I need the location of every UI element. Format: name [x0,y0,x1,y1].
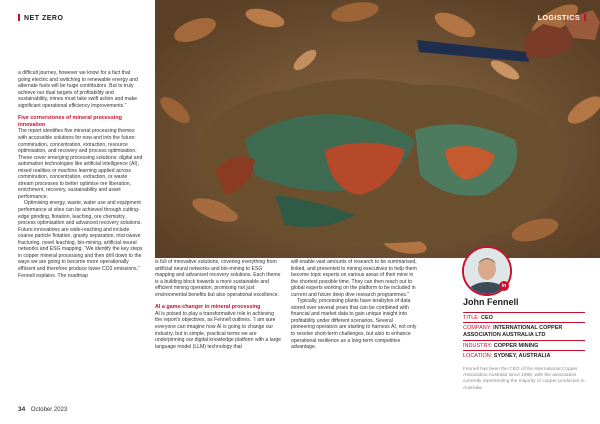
section-right-text: LOGISTICS [537,15,580,22]
paragraph: AI is poised to play a transformative role in achieving the report’s objectives, as Fennell outlines. “I am sure everyone can imagine how AI is going to change our industry, but in simple, practical terms we are underpinning our digital knowledge platform with a large language model (LLM) technology that [155,310,282,350]
section-label-right [538,14,586,22]
profile-location-row [463,350,585,360]
accent-bar [18,14,20,21]
paragraph: is full of innovative solutions, covering everything from artificial neural networks and bio-mining to ESG mapping and advanced recovery solutions. Each theme is a building block towards a more sustainable and efficient mining operation, promising not just environmental benefits but also operational excellence. [155,259,281,298]
paragraph: The report identifies five mineral processing themes with accessible solutions for now and into the future: comminution, concentration, extraction, resource optimisation, and recovery and process optimisation. These cover emerging processing solutions: digital and automation technologies like artificial intelligence (AI), mixed realities or machine learning applied across comminution, concentration, extraction, or waste stream processes to better optimise ore liberation, enrichment, recovery, sustainability and asset performance. [18,128,143,200]
title-value: CEO [481,315,493,321]
photo-illustration [155,0,600,258]
profile-company-row [463,322,585,339]
paragraph: a difficult journey, however we know for a fact that going electric and switching to renewable energy and alternate fuels will be huge contributors. But to truly achieve our dual targets of profitability and sustainability, mines must take swift action and make significant operational efficiency improvements.” [18,70,138,109]
profile-title-row [463,312,585,322]
text-column-3 [291,259,418,351]
text-column-1 [18,70,144,279]
paragraph: will enable vast amounts of research to be summarised, linked, and presented to mining executives to help them become topic experts on various areas of their mine in the shortest possible time. They can then reach out to global experts working on the platform to be included in current and future deep dive research programmes.” [291,259,417,298]
accent-bar-right [584,14,586,21]
subheading: Five cornerstones of mineral processing innovation [18,115,122,128]
profile-industry-row [463,340,585,350]
text-column-2 [155,259,282,350]
profile-bio: Fennell has been the CEO of the International Copper Association Australia since 1998, with the association currently representing the majority of copper producers in Australia. [463,367,585,391]
industry-value: COPPER MINING [493,343,539,349]
section-left-text: NET ZERO [24,15,64,22]
issue-date: October 2023 [30,407,68,413]
location-label: LOCATION: [463,353,493,359]
paragraph: Optimising energy, waste, water use and equipment performance at sites can be achieved through cutting-edge grinding, flotation, leaching, ore chemistry, process optimisation and advanced recovery solutions. Future innovations are wide-reaching and include coarse particle flotation, gravity separation, microwave fracturing, novel leaching, bio-mining, artificial neural networks and ESG mapping. “We identify the key steps in copper mineral processing and then drill down to the ways we are going to become more operationally efficient and therefore produce lower CO2 emissions,” Fennell explains. The roadmap [18,200,143,279]
company-label: COMPANY: [463,325,492,331]
page-footer [18,406,67,413]
profile-name: John Fennell [463,297,519,307]
location-value: SYDNEY, AUSTRALIA [493,353,551,359]
subheading: AI a game-changer in mineral processing [155,304,261,311]
paragraph: Typically, processing plants have terabytes of data stored over several years that can be combined with financial and market data to gain unique insight into profitability under different scenarios. Several pioneering operators are starting to harness AI, not only to resolve short-term challenges, but also to enhance operational resilience as a long-term competitive advantage. [291,298,417,351]
section-label-left [18,14,63,22]
title-label: TITLE: [463,315,480,321]
page-number: 34 [18,406,26,413]
linkedin-icon[interactable]: in [499,281,509,291]
company-value: INTERNATIONAL COPPER ASSOCIATION AUSTRALIA LTD [463,325,563,338]
industry-label: INDUSTRY: [463,343,493,349]
rock-hammer-photo [155,0,600,258]
